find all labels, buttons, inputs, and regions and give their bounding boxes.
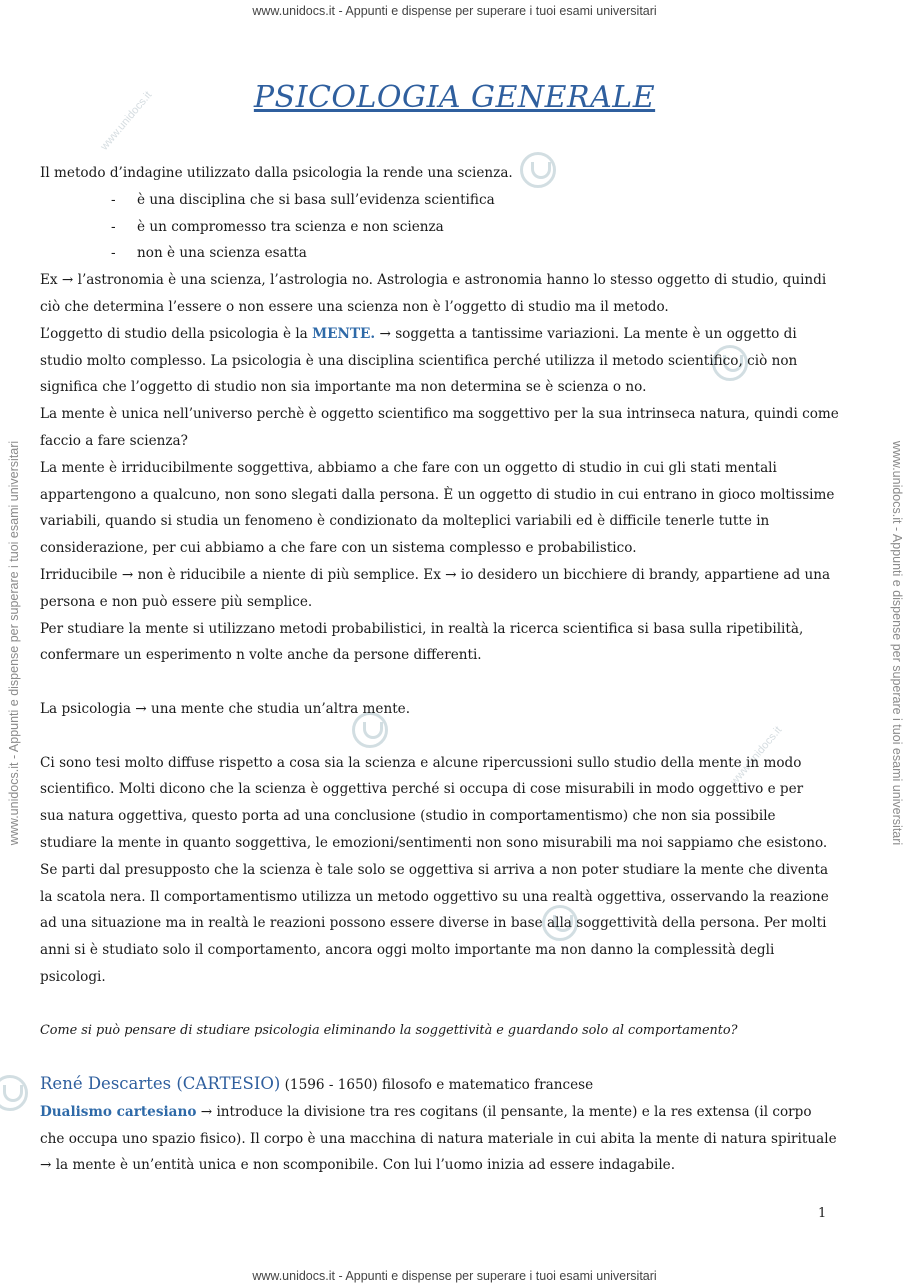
dualismo-text: → introduce la divisione tra res cogitans (il pensante, la mente) e la res extensa (il corpo che occupa uno spazio fisico). Il corpo è una macchina di natura materiale in cui abita la mente di natura spirituale → la mente è un’entità unica e non scomponibile. Con lui l’uomo inizia ad essere indagabile. [40,1103,837,1174]
diagonal-watermark: www.unidocs.it [728,724,785,788]
footer-watermark: www.unidocs.it - Appunti e dispense per superare i tuoi esami universitari [252,1269,657,1283]
right-side-watermark: www.unidocs.it - Appunti e dispense per superare i tuoi esami universitari [890,440,904,846]
list-item: - è un compromesso tra scienza e non scienza [40,214,840,241]
mente-paragraph [40,321,840,401]
dualismo-paragraph [40,1099,840,1179]
spacer [40,723,840,750]
bullet-list [40,187,840,267]
dualismo-label: Dualismo cartesiano [40,1103,197,1120]
diagonal-watermark: www.unidocs.it [98,89,155,153]
irriducibile-paragraph: La mente è irriducibilmente soggettiva, abbiamo a che fare con un oggetto di studio in cui gli stati mentali appartengono a qualcuno, non sono slegati dalla persona. È un oggetto di studio in cui entrano in gioco moltissime variabili, quando si studia un fenomeno è condizionato da molteplici variabili ed è difficile tenerle tutte in considerazione, per cui abbiamo a che fare con un sistema complesso e probabilistico. [40,459,835,557]
unica-paragraph: La mente è unica nell’universo perchè è oggetto scientifico ma soggettivo per la sua intrinseca natura, quindi come faccio a fare scienza? [40,406,839,449]
spacer [40,991,840,1018]
tesi-paragraph: Ci sono tesi molto diffuse rispetto a cosa sia la scienza e alcune ripercussioni sullo studio della mente in modo scientifico. Molti dicono che la scienza è oggettiva perché si occupa di cose misurabili in modo oggettivo e per sua natura oggettiva, questo porta ad una conclusione (studio in comportamentismo) che non sia possibile studiare la mente in quanto soggettiva, le emozioni/sentimenti non sono misurabili ma noi sappiamo che esistono. Se parti dal presupposto che la scienza è tale solo se oggettiva si arriva a non poter studiare la mente che diventa la scatola nera. Il comportamentismo utilizza un metodo oggettivo su una realtà oggettiva, osservando la reazione ad una situazione ma in realtà le reazioni possono essere diverse in base alla soggettività della persona. Per molti anni si è studiato solo il comportamento, ancora oggi molto importante ma non danno la complessità degli psicologi. [40,754,829,985]
descartes-heading [40,1071,840,1099]
spacer [40,1044,840,1071]
psicologia-paragraph: La psicologia → una mente che studia un’altra mente. [40,700,411,717]
left-side-watermark: www.unidocs.it - Appunti e dispense per superare i tuoi esami universitari [7,440,21,846]
page-title: PSICOLOGIA GENERALE [253,80,656,115]
page-number: 1 [818,1206,827,1221]
descartes-info: (1596 - 1650) filosofo e matematico francese [280,1077,594,1094]
list-item: - non è una scienza esatta [40,240,840,267]
descartes-name: René Descartes (CARTESIO) [40,1074,281,1094]
irriducibile-definition-paragraph: Irriducibile → non è riducibile a niente di più semplice. Ex → io desidero un bicchiere di brandy, appartiene ad una persona e non può essere più semplice. [40,566,831,610]
watermark-logo-icon [0,1075,28,1111]
intro-paragraph: Il metodo d’indagine utilizzato dalla psicologia la rende una scienza. [40,165,513,181]
header-watermark: www.unidocs.it - Appunti e dispense per superare i tuoi esami universitari [252,4,657,18]
spacer [40,669,840,696]
question-paragraph: Come si può pensare di studiare psicologia eliminando la soggettività e guardando solo al comportamento? [40,1022,738,1038]
mente-highlight: MENTE. [312,325,376,342]
list-item: - è una disciplina che si basa sull’evidenza scientifica [40,187,840,214]
document-body [40,160,840,1179]
astronomy-paragraph: Ex → l’astronomia è una scienza, l’astrologia no. Astrologia e astronomia hanno lo stesso oggetto di studio, quindi ciò che determina l’essere o non essere una scienza non è l’oggetto di studio ma il metodo. [40,272,827,315]
studiare-paragraph: Per studiare la mente si utilizzano metodi probabilistici, in realtà la ricerca scientifica si basa sulla ripetibilità, confermare un esperimento n volte anche da persone differenti. [40,620,804,664]
mente-text-before: L’oggetto di studio della psicologia è la [40,325,313,342]
mente-text-after: → soggetta a tantissime variazioni. La mente è un oggetto di studio molto complesso. La psicologia è una disciplina scientifica perché utilizza il metodo scientifico, ciò non significa che l’oggetto di studio non sia importante ma non determina se è scienza o no. [40,325,798,396]
